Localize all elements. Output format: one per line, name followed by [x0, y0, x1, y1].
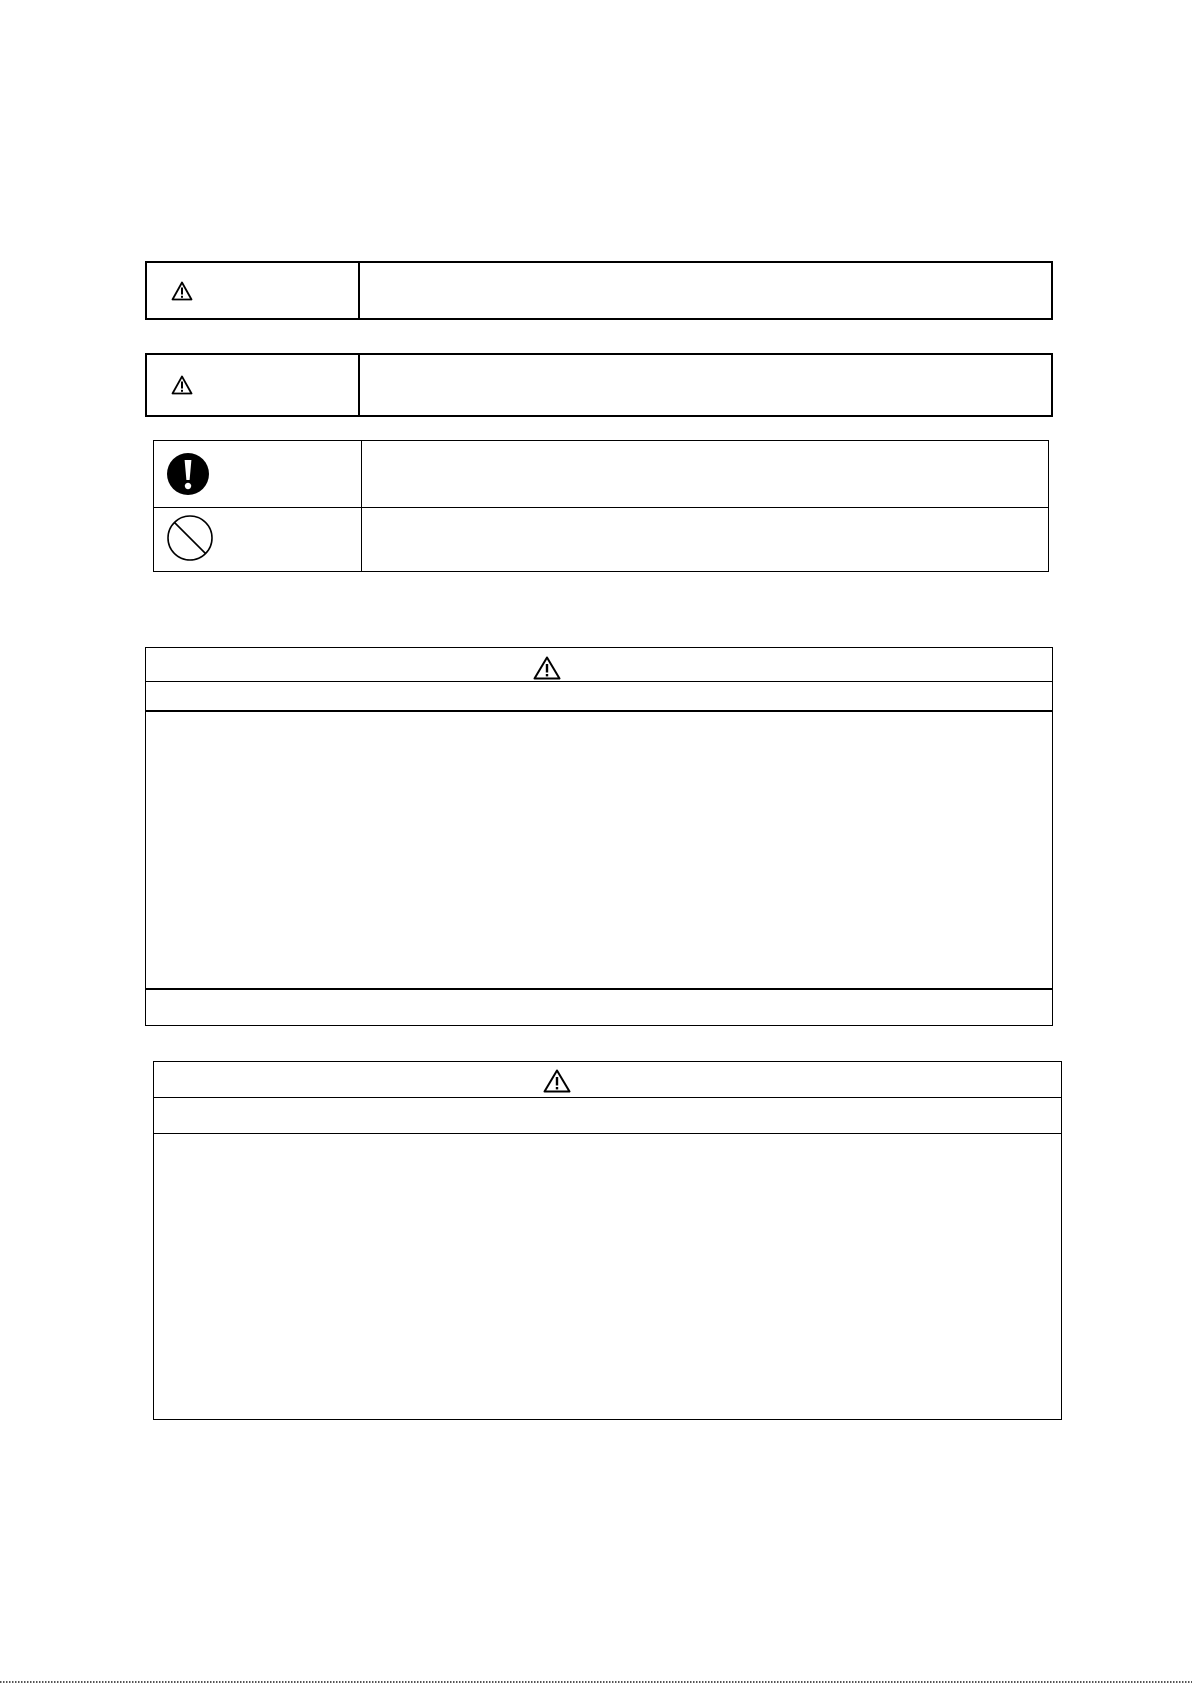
warning-triangle-icon	[543, 1069, 571, 1093]
safety-box-1-header-divider	[146, 681, 1052, 682]
warning-triangle-icon	[533, 656, 561, 680]
symbol-legend-table	[153, 440, 1049, 572]
safety-box-1-subheader-divider	[146, 710, 1052, 712]
safety-box-2	[153, 1061, 1062, 1420]
safety-box-1-footer-divider	[146, 988, 1052, 990]
mandatory-action-icon	[166, 452, 210, 496]
warning-triangle-icon	[171, 281, 193, 301]
symbol-legend-row-divider	[154, 507, 1048, 508]
signal-legend-row-1	[145, 261, 1053, 320]
signal-legend-row-2	[145, 353, 1053, 417]
symbol-legend-divider	[361, 441, 362, 571]
safety-box-1	[145, 647, 1053, 1026]
warning-triangle-icon	[171, 375, 193, 395]
signal-legend-divider	[358, 355, 360, 415]
signal-legend-divider	[358, 263, 360, 318]
page-bottom-edge	[0, 1681, 1192, 1683]
safety-box-2-subheader-divider	[154, 1133, 1061, 1134]
prohibition-icon	[166, 514, 214, 562]
safety-box-2-header-divider	[154, 1097, 1061, 1098]
